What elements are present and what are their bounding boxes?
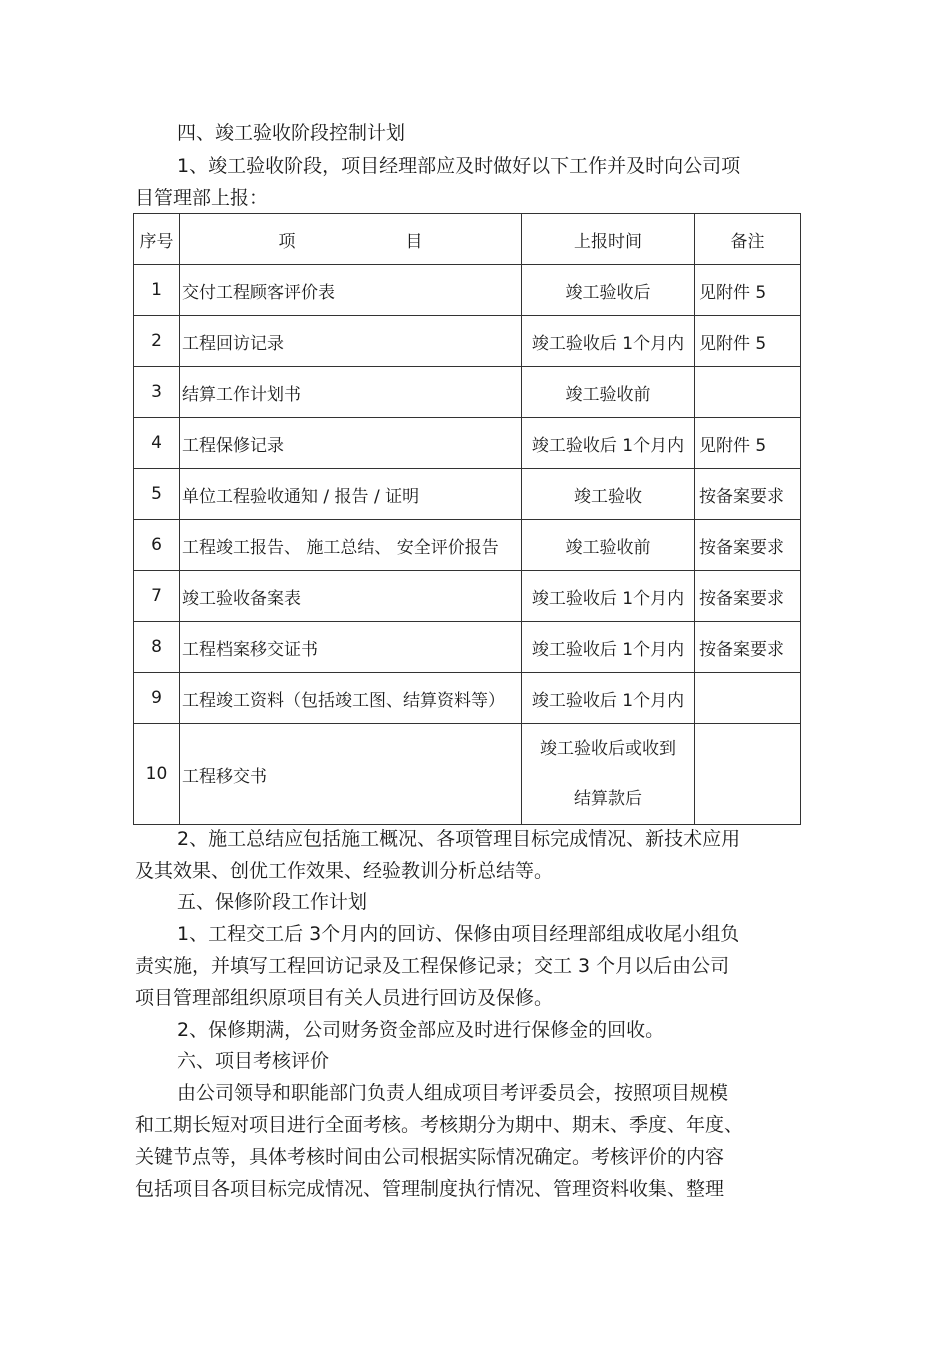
row-num: 1 bbox=[134, 265, 180, 316]
row-num: 3 bbox=[134, 367, 180, 418]
section-6-paragraph-1-line-4: 包括项目各项目标完成情况、管理制度执行情况、管理资料收集、整理 bbox=[135, 1178, 725, 1200]
section-6-paragraph-1-line-1: 由公司领导和职能部门负责人组成项目考评委员会，按照项目规模 bbox=[177, 1082, 729, 1104]
section-5-title: 五、保修阶段工作计划 bbox=[177, 891, 368, 913]
row-item: 单位工程验收通知 / 报告 / 证明 bbox=[180, 469, 522, 520]
row-item: 工程移交书 bbox=[180, 724, 522, 825]
row-note: 按备案要求 bbox=[695, 520, 801, 571]
row-note bbox=[695, 673, 801, 724]
row-time bbox=[522, 724, 695, 825]
section-5-paragraph-2: 2、保修期满，公司财务资金部应及时进行保修金的回收。 bbox=[177, 1019, 665, 1041]
row-item: 工程保修记录 bbox=[180, 418, 522, 469]
table-row bbox=[134, 316, 801, 367]
header-note: 备注 bbox=[695, 214, 801, 265]
row-num: 7 bbox=[134, 571, 180, 622]
table-row bbox=[134, 673, 801, 724]
header-item-b: 目 bbox=[405, 231, 423, 252]
row-time: 竣工验收后 bbox=[522, 265, 695, 316]
header-time: 上报时间 bbox=[522, 214, 695, 265]
row-time: 竣工验收后 1个月内 bbox=[522, 622, 695, 673]
table-row bbox=[134, 520, 801, 571]
row-item: 工程竣工报告、 施工总结、 安全评价报告 bbox=[180, 520, 522, 571]
row-note bbox=[695, 724, 801, 825]
table-header-row bbox=[134, 214, 801, 265]
section-5-paragraph-1-line-2: 责实施，并填写工程回访记录及工程保修记录；交工 3 个月以后由公司 bbox=[135, 955, 730, 977]
section-4-paragraph-2-line-2: 及其效果、创优工作效果、经验教训分析总结等。 bbox=[135, 860, 554, 882]
section-4-paragraph-2-line-1: 2、施工总结应包括施工概况、各项管理目标完成情况、新技术应用 bbox=[177, 828, 741, 850]
row-num: 10 bbox=[134, 724, 180, 825]
row-note bbox=[695, 367, 801, 418]
table-row bbox=[134, 418, 801, 469]
row-num: 6 bbox=[134, 520, 180, 571]
acceptance-report-table bbox=[133, 213, 801, 825]
section-5-paragraph-1-line-3: 项目管理部组织原项目有关人员进行回访及保修。 bbox=[135, 987, 554, 1009]
row-note: 见附件 5 bbox=[695, 418, 801, 469]
section-5-paragraph-1-line-1: 1、工程交工后 3个月内的回访、保修由项目经理部组成收尾小组负 bbox=[177, 923, 740, 945]
row-time: 竣工验收后 1个月内 bbox=[522, 316, 695, 367]
section-4-paragraph-1-line-1: 1、竣工验收阶段，项目经理部应及时做好以下工作并及时向公司项 bbox=[177, 155, 741, 177]
header-item bbox=[180, 214, 522, 265]
table-row bbox=[134, 622, 801, 673]
row-note: 见附件 5 bbox=[695, 316, 801, 367]
table-row bbox=[134, 367, 801, 418]
row-item: 竣工验收备案表 bbox=[180, 571, 522, 622]
table-row bbox=[134, 469, 801, 520]
row-note: 按备案要求 bbox=[695, 571, 801, 622]
row-num: 4 bbox=[134, 418, 180, 469]
row-item: 交付工程顾客评价表 bbox=[180, 265, 522, 316]
row-note: 按备案要求 bbox=[695, 469, 801, 520]
section-4-paragraph-1-line-2: 目管理部上报： bbox=[135, 187, 269, 209]
row-num: 5 bbox=[134, 469, 180, 520]
table-row bbox=[134, 724, 801, 825]
row-time: 竣工验收前 bbox=[522, 367, 695, 418]
header-num: 序号 bbox=[134, 214, 180, 265]
row-item: 工程回访记录 bbox=[180, 316, 522, 367]
row-time: 竣工验收 bbox=[522, 469, 695, 520]
section-6-paragraph-1-line-3: 关键节点等，具体考核时间由公司根据实际情况确定。考核评价的内容 bbox=[135, 1146, 725, 1168]
row-num: 9 bbox=[134, 673, 180, 724]
section-4-title: 四、竣工验收阶段控制计划 bbox=[177, 122, 406, 144]
row-time: 竣工验收后 1个月内 bbox=[522, 418, 695, 469]
row-time: 竣工验收后 1个月内 bbox=[522, 673, 695, 724]
row-item: 工程竣工资料（包括竣工图、结算资料等） bbox=[180, 673, 522, 724]
header-item-a: 项 bbox=[278, 231, 296, 252]
table-row bbox=[134, 265, 801, 316]
row-note: 见附件 5 bbox=[695, 265, 801, 316]
section-6-title: 六、项目考核评价 bbox=[177, 1050, 330, 1072]
section-6-paragraph-1-line-2: 和工期长短对项目进行全面考核。考核期分为期中、期末、季度、年度、 bbox=[135, 1114, 744, 1136]
row-time: 竣工验收前 bbox=[522, 520, 695, 571]
row-item: 工程档案移交证书 bbox=[180, 622, 522, 673]
row-num: 2 bbox=[134, 316, 180, 367]
row-time: 竣工验收后 1个月内 bbox=[522, 571, 695, 622]
row-time-line-2: 结算款后 bbox=[574, 789, 642, 809]
row-note: 按备案要求 bbox=[695, 622, 801, 673]
row-num: 8 bbox=[134, 622, 180, 673]
table-row bbox=[134, 571, 801, 622]
row-item: 结算工作计划书 bbox=[180, 367, 522, 418]
row-time-line-1: 竣工验收后或收到 bbox=[540, 739, 676, 759]
